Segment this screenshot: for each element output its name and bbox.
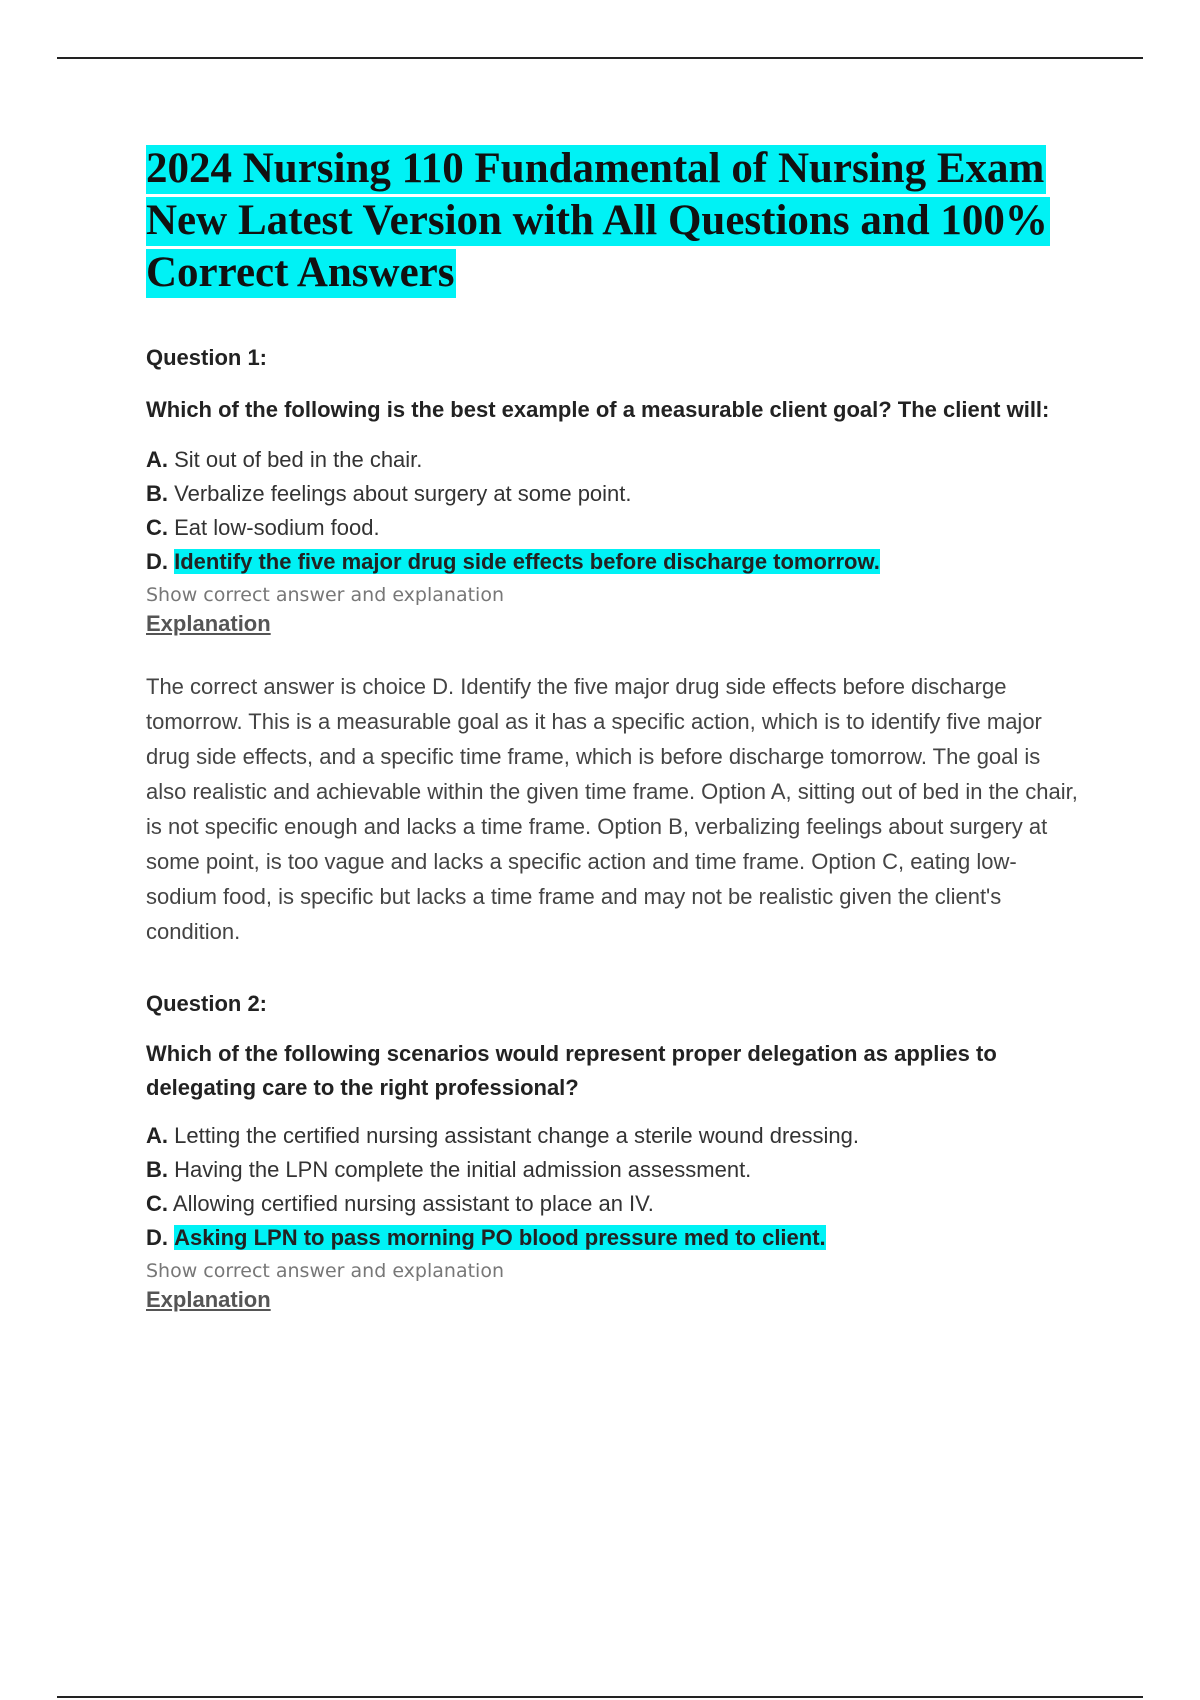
question-text: Which of the following scenarios would represent proper delegation as applies to delegating care to the right professional? <box>146 1041 997 1100</box>
option-b <box>146 1153 1086 1187</box>
option-b <box>146 477 1086 511</box>
answer-options <box>146 443 1086 579</box>
explanation-heading: Explanation <box>146 1287 271 1312</box>
option-text: Verbalize feelings about surgery at some point. <box>174 481 632 506</box>
show-answer-link[interactable]: Show correct answer and explanation <box>146 1260 504 1282</box>
document-body <box>146 143 1086 1315</box>
question-1 <box>146 343 1086 949</box>
option-text: Sit out of bed in the chair. <box>174 447 423 472</box>
option-letter: C. <box>146 1191 168 1216</box>
option-letter: B. <box>146 1157 168 1182</box>
question-text: Which of the following is the best example of a measurable client goal? The client will: <box>146 397 1050 422</box>
option-a <box>146 443 1086 477</box>
option-letter: D. <box>146 1225 168 1250</box>
option-letter: C. <box>146 515 168 540</box>
bottom-divider <box>57 1696 1143 1698</box>
document-title: 2024 Nursing 110 Fundamental of Nursing Exam New Latest Version with All Questions and 100% Correct Answers <box>146 145 1048 296</box>
option-letter: A. <box>146 447 168 472</box>
show-answer-link[interactable]: Show correct answer and explanation <box>146 584 504 606</box>
option-a <box>146 1119 1086 1153</box>
option-d-correct <box>146 1221 1086 1255</box>
correct-answer-highlight: Asking LPN to pass morning PO blood pressure med to client. <box>174 1225 826 1250</box>
option-letter: B. <box>146 481 168 506</box>
answer-options <box>146 1119 1086 1255</box>
option-text: Eat low-sodium food. <box>174 515 380 540</box>
top-divider <box>57 57 1143 59</box>
option-text: Letting the certified nursing assistant change a sterile wound dressing. <box>174 1123 859 1148</box>
option-text: Allowing certified nursing assistant to place an IV. <box>172 1191 654 1216</box>
option-d-correct <box>146 545 1086 579</box>
explanation-text: The correct answer is choice D. Identify the five major drug side effects before discharge tomorrow. This is a measurable goal as it has a specific action, which is to identify five major drug side effects, and a specific time frame, which is before discharge tomorrow. The goal is also realistic and achievable within the given time frame. Option A, sitting out of bed in the chair, is not specific enough and lacks a time frame. Option B, verbalizing feelings about surgery at some point, is too vague and lacks a specific action and time frame. Option C, eating low-sodium food, is specific but lacks a time frame and may not be realistic given the client's condition. <box>146 674 1078 944</box>
explanation-heading: Explanation <box>146 611 271 636</box>
correct-answer-highlight: Identify the five major drug side effects before discharge tomorrow. <box>174 549 880 574</box>
option-text: Having the LPN complete the initial admission assessment. <box>174 1157 752 1182</box>
question-label: Question 1: <box>146 345 268 370</box>
option-c <box>146 511 1086 545</box>
option-c <box>146 1187 1086 1221</box>
question-2 <box>146 989 1086 1315</box>
question-label: Question 2: <box>146 991 268 1016</box>
option-letter: D. <box>146 549 168 574</box>
option-letter: A. <box>146 1123 168 1148</box>
